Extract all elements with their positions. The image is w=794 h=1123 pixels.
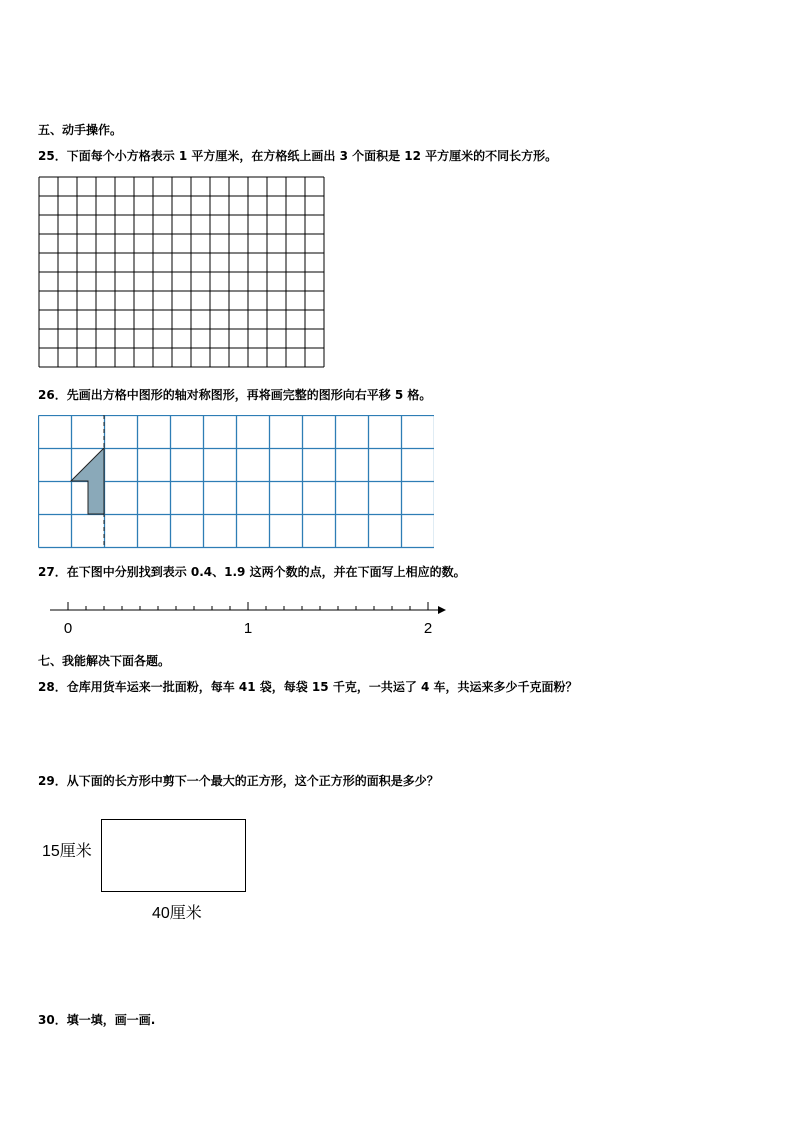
question-28-number: 28． [38,680,67,694]
number-line-label: 1 [243,620,253,637]
question-26 [38,386,431,403]
question-30-number: 30． [38,1013,67,1027]
question-30-text: 填一填，画一画. [66,1013,156,1027]
section-5-heading: 五、动手操作。 [38,123,123,137]
q26-half-figure [71,448,104,514]
section-7-heading: 七、我能解决下面各题。 [38,654,171,668]
q26-blue-grid [38,415,434,549]
q29-width-label [152,900,202,923]
question-25 [38,147,557,164]
question-25-text: 下面每个小方格表示 1 平方厘米，在方格纸上画出 3 个面积是 12 平方厘米的不同长方形。 [66,149,558,163]
question-29-text: 从下面的长方形中剪下一个最大的正方形，这个正方形的面积是多少？ [66,774,439,788]
question-29-number: 29． [38,774,67,788]
question-29 [38,772,439,789]
question-26-number: 26． [38,388,67,402]
question-30 [38,1011,155,1028]
q29-rectangle [101,819,246,892]
question-28-text: 仓库用货车运来一批面粉，每车 41 袋，每袋 15 千克，一共运了 4 车，共运来多少千克面粉？ [66,680,578,694]
q29-height-unit: 厘米 [59,841,92,860]
q29-height-label [42,838,92,861]
question-27-number: 27． [38,565,67,579]
question-26-text: 先画出方格中图形的轴对称图形，再将画完整的图形向右平移 5 格。 [66,388,432,402]
q29-width-unit: 厘米 [169,903,202,922]
q29-height-number: 15 [42,843,60,860]
q27-number-line [50,596,460,640]
number-line-label: 2 [423,620,433,637]
question-25-number: 25． [38,149,67,163]
question-28 [38,678,578,695]
question-27 [38,563,466,580]
question-27-text: 在下图中分别找到表示 0.4、1.9 这两个数的点，并在下面写上相应的数。 [66,565,466,579]
number-line-arrow [438,606,446,614]
number-line-label: 0 [63,620,73,637]
q25-square-grid [38,176,328,370]
q29-width-number: 40 [152,905,170,922]
